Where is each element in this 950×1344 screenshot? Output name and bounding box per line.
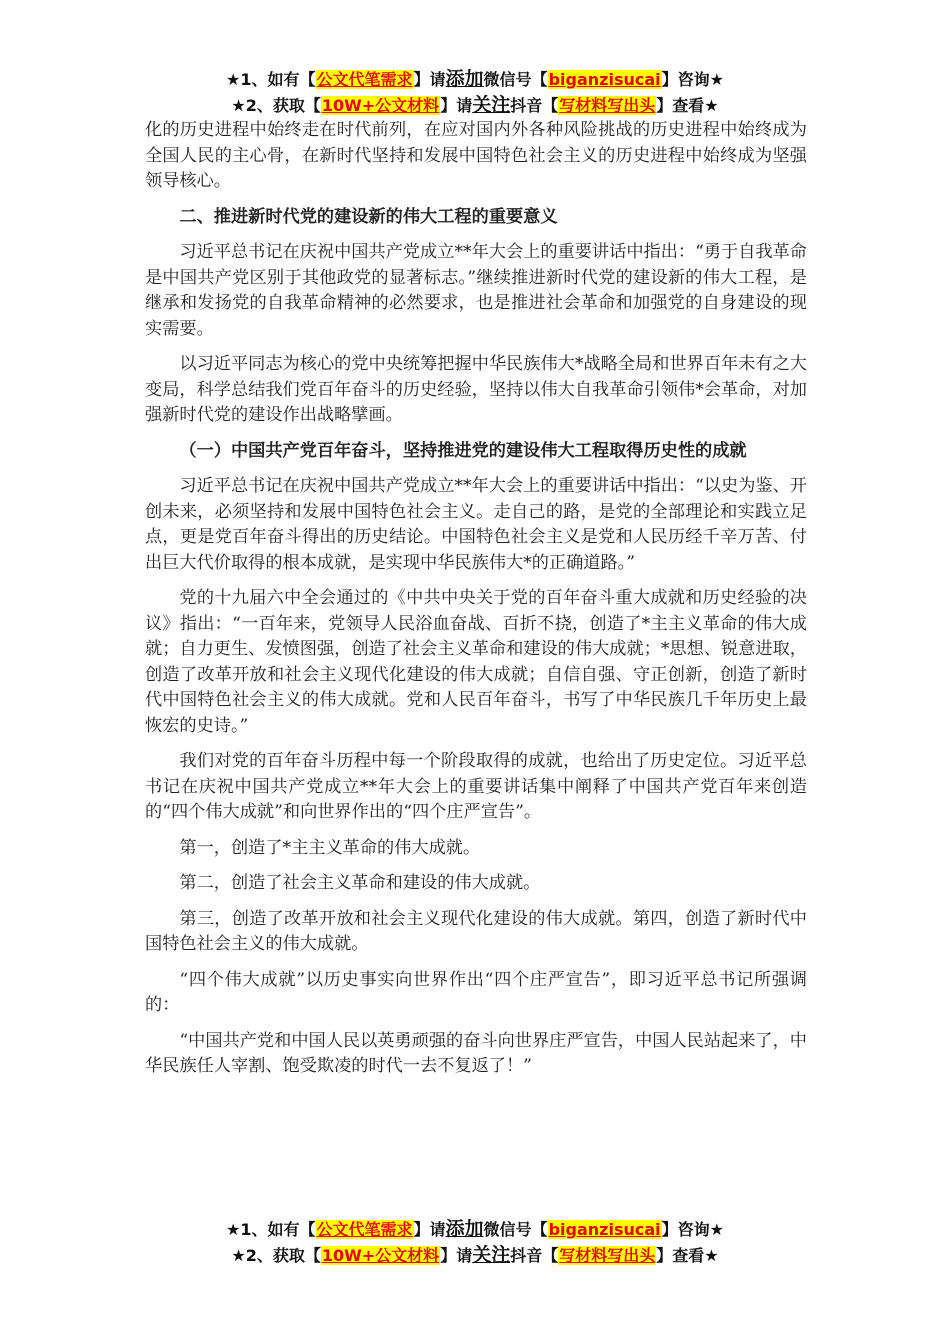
paragraph: “四个伟大成就”以历史事实向世界作出“四个庄严宣告”，即习近平总书记所强调的：	[145, 969, 807, 1015]
banner-emphasis: 添加	[445, 1218, 484, 1240]
banner-highlight: 10W+公文材料	[321, 1246, 440, 1265]
banner-text: 微信号【	[483, 1220, 548, 1239]
banner-text: 】请	[440, 96, 473, 115]
banner-emphasis: 关注	[472, 94, 511, 116]
banner-text: 】咨询★	[661, 70, 724, 89]
paragraph: 习近平总书记在庆祝中国共产党成立**年大会上的重要讲话中指出：“以史为鉴、开创未来，必须坚持和发展中国特色社会主义。走自己的路，是党的全部理论和实践立足点，更是党百年奋斗得出的历史结论。中国特色社会主义是党和人民历经千辛万苦、付出巨大代价取得的根本成就，是实现中华民族伟大*的正确道路。”	[145, 476, 807, 573]
banner-text: ★2、获取【	[231, 96, 321, 115]
banner-line-1	[0, 66, 950, 92]
banner-emphasis: 关注	[472, 1244, 511, 1266]
banner-highlight: biganzisucai	[548, 1220, 661, 1239]
banner-text: 】查看★	[656, 1246, 719, 1265]
paragraph: 第一，创造了*主主义革命的伟大成就。	[179, 837, 481, 858]
banner-emphasis: 添加	[445, 68, 484, 90]
banner-text: 】咨询★	[661, 1220, 724, 1239]
paragraph: 第二，创造了社会主义革命和建设的伟大成就。	[179, 873, 541, 893]
paragraph: 党的十九届六中全会通过的《中共中央关于党的百年奋斗重大成就和历史经验的决议》指出：“一百年来，党领导人民浴血奋战、百折不挠，创造了*主主义革命的伟大成就；自力更生、发愤图强，创造了社会主义革命和建设的伟大成就；*思想、锐意进取，创造了改革开放和社会主义现代化建设的伟大成就；自信自强、守正创新，创造了新时代中国特色社会主义的伟大成就。党和人民百年奋斗，书写了中华民族几千年历史上最恢宏的史诗。”	[145, 588, 807, 736]
banner-highlight: biganzisucai	[548, 70, 661, 89]
bottom-banner	[0, 1216, 950, 1268]
subsection-heading: （一）中国共产党百年奋斗，坚持推进党的建设伟大工程取得历史性的成就	[179, 440, 747, 461]
banner-text: ★1、如有【	[226, 70, 316, 89]
banner-text: ★1、如有【	[226, 1220, 316, 1239]
banner-text: 抖音【	[510, 1246, 559, 1265]
banner-line-2	[0, 1242, 950, 1268]
paragraph: 化的历史进程中始终走在时代前列，在应对国内外各种风险挑战的历史进程中始终成为全国人民的主心骨，在新时代坚持和发展中国特色社会主义的历史进程中始终成为坚强领导核心。	[145, 120, 807, 191]
document-body	[145, 118, 807, 1090]
banner-highlight: 写材料写出头	[559, 1246, 656, 1265]
paragraph: 第三，创造了改革开放和社会主义现代化建设的伟大成就。第四，创造了新时代中国特色社会主义的伟大成就。	[145, 908, 807, 954]
banner-highlight: 写材料写出头	[559, 96, 656, 115]
banner-text: 】查看★	[656, 96, 719, 115]
banner-text: ★2、获取【	[231, 1246, 321, 1265]
section-heading: 二、推进新时代党的建设新的伟大工程的重要意义	[179, 206, 558, 227]
banner-highlight: 公文代笔需求	[316, 1220, 413, 1239]
banner-text: 微信号【	[483, 70, 548, 89]
top-banner	[0, 66, 950, 118]
banner-text: 抖音【	[510, 96, 559, 115]
banner-line-2	[0, 92, 950, 118]
banner-line-1	[0, 1216, 950, 1242]
paragraph: 以习近平同志为核心的党中央统筹把握中华民族伟大*战略全局和世界百年未有之大变局，科学总结我们党百年奋斗的历史经验，坚持以伟大自我革命引领伟*会革命，对加强新时代党的建设作出战略擘画。	[145, 354, 807, 425]
paragraph: “中国共产党和中国人民以英勇顽强的奋斗向世界庄严宣告，中国人民站起来了，中华民族任人宰割、饱受欺凌的时代一去不复返了！”	[145, 1030, 807, 1076]
banner-text: 】请	[440, 1246, 473, 1265]
paragraph: 我们对党的百年奋斗历程中每一个阶段取得的成就，也给出了历史定位。习近平总书记在庆祝中国共产党成立**年大会上的重要讲话集中阐释了中国共产党百年来创造的“四个伟大成就”和向世界作出的“四个庄严宣告”。	[145, 751, 807, 822]
banner-text: 】请	[413, 1220, 446, 1239]
banner-text: 】请	[413, 70, 446, 89]
banner-highlight: 公文代笔需求	[316, 70, 413, 89]
paragraph: 习近平总书记在庆祝中国共产党成立**年大会上的重要讲话中指出：“勇于自我革命是中国共产党区别于其他政党的显著标志。”继续推进新时代党的建设新的伟大工程，是继承和发扬党的自我革命精神的必然要求，也是推进社会革命和加强党的自身建设的现实需要。	[145, 242, 807, 339]
banner-highlight: 10W+公文材料	[321, 96, 440, 115]
